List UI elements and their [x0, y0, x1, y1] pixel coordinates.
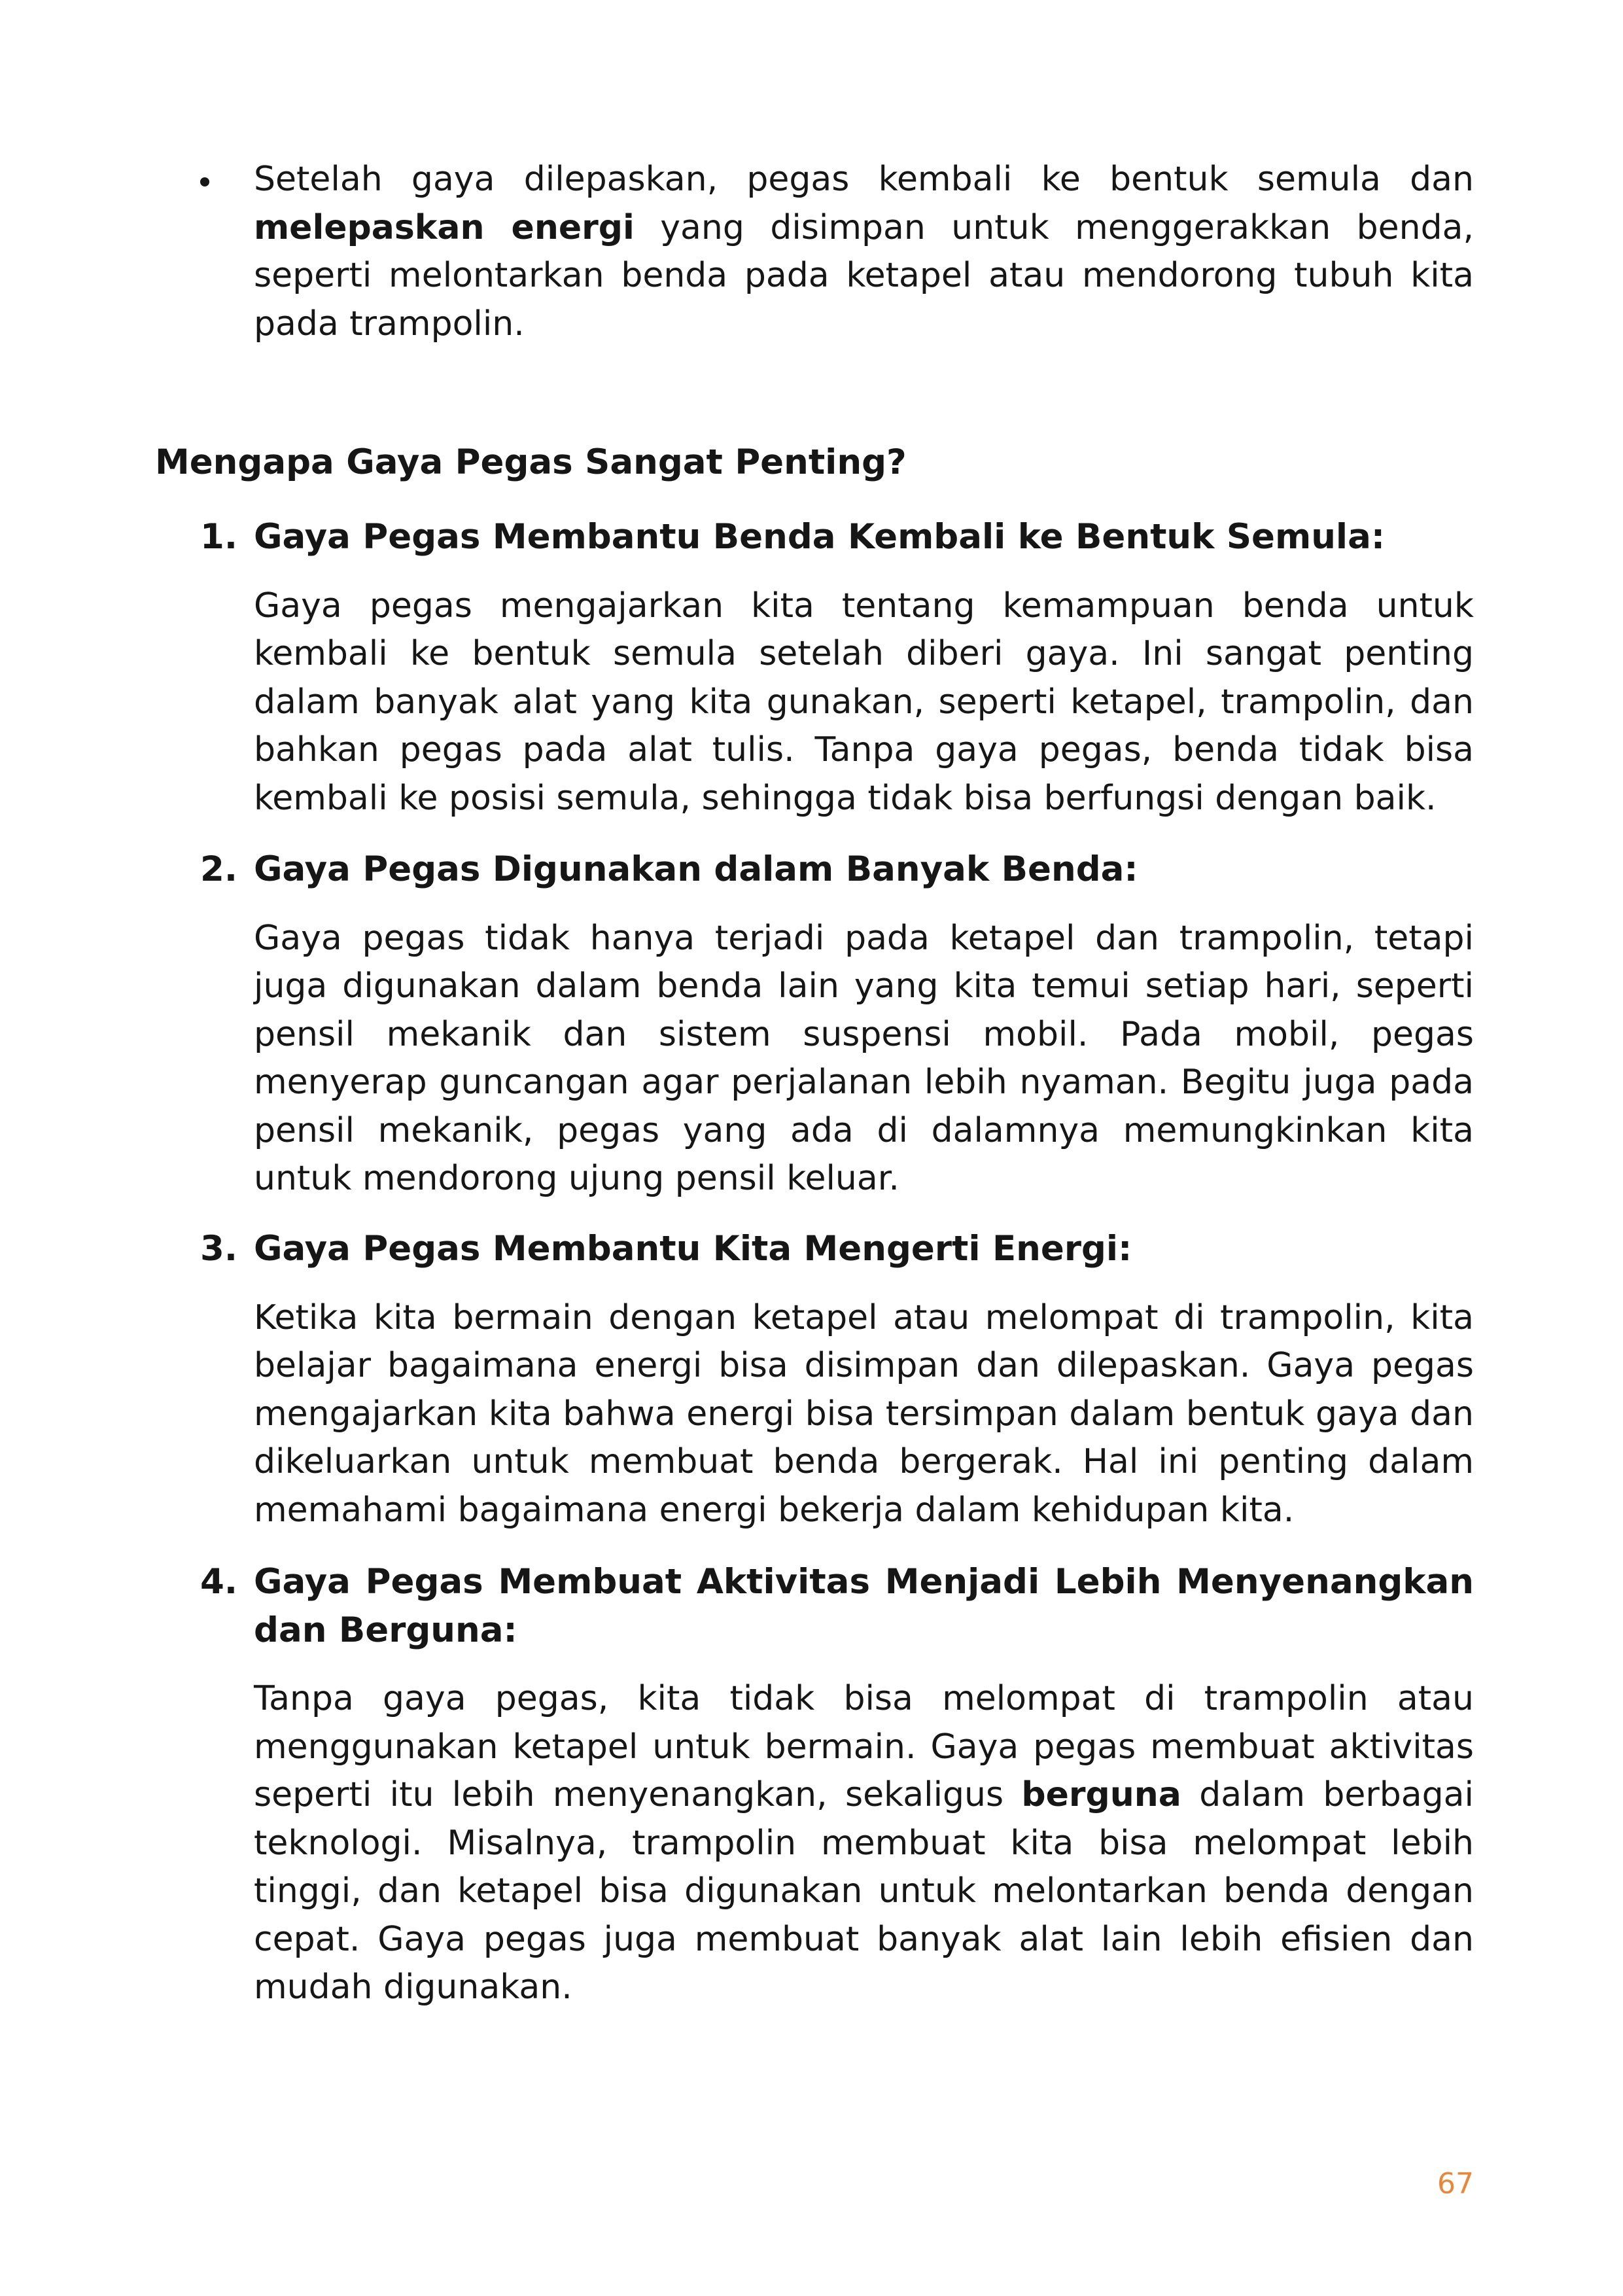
bullet-dot-icon — [200, 177, 209, 186]
item-body: Gaya pegas mengajarkan kita tentang kemampuan benda untuk kembali ke bentuk semula setelah diberi gaya. Ini sangat penting dalam banyak alat yang kita gunakan, seperti ketapel, trampolin, dan bahkan pegas pada alat tulis. Tanpa gaya pegas, benda tidak bisa kembali ke posisi semula, sehingga tidak bisa berfungsi dengan baik. — [254, 586, 1474, 818]
item-title: Gaya Pegas Membantu Kita Mengerti Energi: — [254, 1229, 1132, 1269]
bullet-text-end: yang disimpan untuk menggerakkan benda, seperti melontarkan benda pada ketapel atau mendorong tubuh kita pada trampolin. — [254, 207, 1474, 344]
item-body-bold-word: berguna — [1021, 1775, 1181, 1814]
numbered-item-3 — [200, 1225, 1474, 1534]
item-body-end: dalam berbagai teknologi. Misalnya, trampolin membuat kita bisa melompat lebih tinggi, dan ketapel bisa digunakan untuk melontarkan benda dengan cepat. Gaya pegas juga membuat banyak alat lain lebih efisien dan mudah digunakan. — [254, 1775, 1474, 2007]
bullet-text-start: Setelah gaya dilepaskan, pegas kembali ke bentuk semula dan — [254, 160, 1474, 199]
bullet-list-item — [254, 156, 1474, 348]
item-number: 4. — [200, 1562, 238, 1602]
item-body-start: Tanpa gaya pegas, kita tidak bisa melompat di trampolin atau menggunakan ketapel untuk bermain. Gaya pegas membuat aktivitas seperti itu lebih menyenangkan, sekaligus — [254, 1679, 1474, 1814]
item-title: Gaya Pegas Membuat Aktivitas Menjadi Lebih Menyenangkan dan Berguna: — [254, 1562, 1474, 1650]
item-number: 3. — [200, 1229, 238, 1269]
section-heading: Mengapa Gaya Pegas Sangat Penting? — [155, 442, 907, 482]
item-body: Ketika kita bermain dengan ketapel atau melompat di trampolin, kita belajar bagaimana energi bisa disimpan dan dilepaskan. Gaya pegas mengajarkan kita bahwa energi bisa tersimpan dalam bentuk gaya dan dikeluarkan untuk membuat benda bergerak. Hal ini penting dalam memahami bagaimana energi bekerja dalam kehidupan kita. — [254, 1298, 1474, 1530]
item-number: 1. — [200, 517, 238, 557]
numbered-item-4 — [200, 1558, 1474, 2012]
item-title: Gaya Pegas Membantu Benda Kembali ke Bentuk Semula: — [254, 517, 1386, 557]
page-number: 67 — [1437, 2167, 1474, 2200]
item-title: Gaya Pegas Digunakan dalam Banyak Benda: — [254, 849, 1138, 889]
item-number: 2. — [200, 849, 238, 889]
numbered-item-2 — [200, 845, 1474, 1203]
item-body: Gaya pegas tidak hanya terjadi pada ketapel dan trampolin, tetapi juga digunakan dalam benda lain yang kita temui setiap hari, seperti pensil mekanik dan sistem suspensi mobil. Pada mobil, pegas menyerap guncangan agar perjalanan lebih nyaman. Begitu juga pada pensil mekanik, pegas yang ada di dalamnya memungkinkan kita untuk mendorong ujung pensil keluar. — [254, 918, 1474, 1198]
numbered-item-1 — [200, 513, 1474, 822]
bullet-bold-phrase: melepaskan energi — [254, 207, 635, 247]
item-body — [254, 1675, 1474, 2012]
bullet-paragraph — [254, 156, 1474, 348]
